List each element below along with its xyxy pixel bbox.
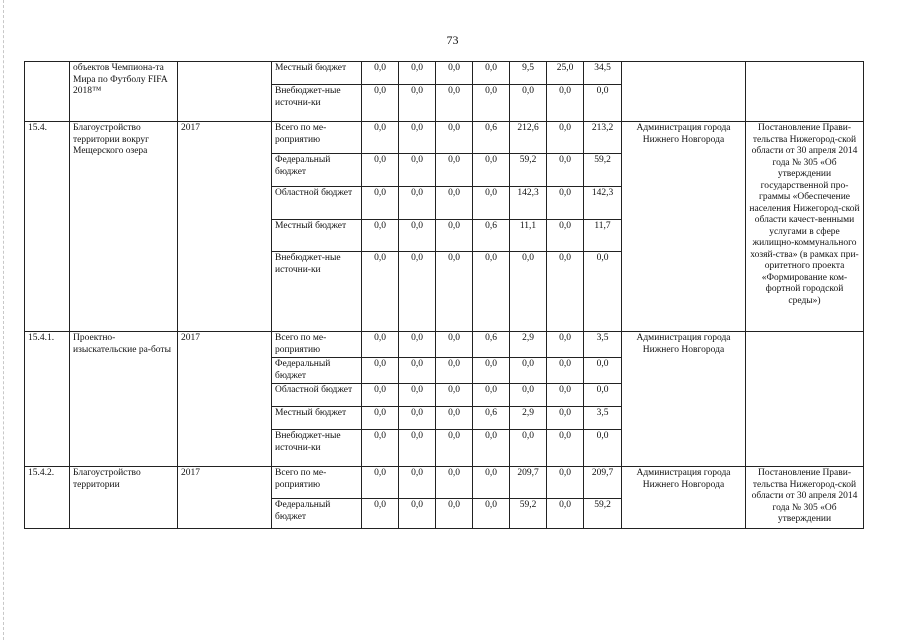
amount-cell: 0,0 bbox=[362, 384, 399, 407]
event-name-cell: объектов Чемпиона-та Мира по Футболу FIFA 2018™ bbox=[70, 62, 178, 122]
funding-source-cell: Областной бюджет bbox=[272, 187, 362, 220]
amount-cell: 0,0 bbox=[547, 430, 584, 467]
amount-cell: 0,0 bbox=[547, 122, 584, 154]
amount-cell: 0,0 bbox=[436, 154, 473, 187]
amount-cell: 0,0 bbox=[399, 407, 436, 430]
amount-cell: 0,0 bbox=[436, 62, 473, 85]
event-name-cell: Благоустройство территории bbox=[70, 467, 178, 529]
row-number-cell: 15.4.1. bbox=[25, 332, 70, 467]
amount-cell: 0,0 bbox=[584, 430, 622, 467]
funding-source-cell: Федеральный бюджет bbox=[272, 358, 362, 384]
funding-source-cell: Федеральный бюджет bbox=[272, 154, 362, 187]
year-cell: 2017 bbox=[178, 467, 272, 529]
amount-cell: 0,0 bbox=[547, 252, 584, 332]
funding-source-cell: Местный бюджет bbox=[272, 220, 362, 252]
amount-cell: 59,2 bbox=[510, 499, 547, 529]
amount-cell: 0,0 bbox=[399, 332, 436, 358]
funding-source-cell: Областной бюджет bbox=[272, 384, 362, 407]
amount-cell: 0,0 bbox=[510, 85, 547, 122]
amount-cell: 3,5 bbox=[584, 407, 622, 430]
event-name-cell: Благоустройство территории вокруг Мещерского озера bbox=[70, 122, 178, 332]
amount-cell: 0,0 bbox=[510, 430, 547, 467]
amount-cell: 0,0 bbox=[436, 85, 473, 122]
amount-cell: 0,6 bbox=[473, 220, 510, 252]
amount-cell: 0,0 bbox=[473, 499, 510, 529]
amount-cell: 0,0 bbox=[547, 467, 584, 499]
amount-cell: 0,0 bbox=[547, 154, 584, 187]
amount-cell: 0,0 bbox=[362, 499, 399, 529]
amount-cell: 0,6 bbox=[473, 332, 510, 358]
amount-cell: 0,0 bbox=[547, 407, 584, 430]
amount-cell: 9,5 bbox=[510, 62, 547, 85]
table-row bbox=[25, 122, 864, 154]
amount-cell: 0,0 bbox=[399, 358, 436, 384]
amount-cell: 0,0 bbox=[362, 154, 399, 187]
amount-cell: 0,0 bbox=[362, 467, 399, 499]
amount-cell: 0,0 bbox=[436, 187, 473, 220]
amount-cell: 0,0 bbox=[362, 407, 399, 430]
amount-cell: 0,0 bbox=[399, 252, 436, 332]
amount-cell: 0,0 bbox=[547, 85, 584, 122]
amount-cell: 59,2 bbox=[584, 499, 622, 529]
amount-cell: 0,0 bbox=[436, 467, 473, 499]
amount-cell: 0,0 bbox=[362, 187, 399, 220]
legal-basis-cell bbox=[746, 62, 864, 122]
year-cell: 2017 bbox=[178, 122, 272, 332]
program-table bbox=[24, 61, 864, 529]
amount-cell: 0,0 bbox=[399, 384, 436, 407]
amount-cell: 0,0 bbox=[436, 407, 473, 430]
amount-cell: 0,0 bbox=[362, 220, 399, 252]
amount-cell: 0,0 bbox=[584, 252, 622, 332]
funding-source-cell: Всего по ме-роприятию bbox=[272, 122, 362, 154]
amount-cell: 142,3 bbox=[510, 187, 547, 220]
amount-cell: 0,0 bbox=[436, 252, 473, 332]
amount-cell: 0,0 bbox=[510, 358, 547, 384]
amount-cell: 0,0 bbox=[436, 122, 473, 154]
amount-cell: 209,7 bbox=[584, 467, 622, 499]
amount-cell: 0,0 bbox=[473, 252, 510, 332]
amount-cell: 34,5 bbox=[584, 62, 622, 85]
amount-cell: 0,0 bbox=[399, 154, 436, 187]
amount-cell: 0,0 bbox=[584, 384, 622, 407]
amount-cell: 0,0 bbox=[510, 384, 547, 407]
amount-cell: 0,0 bbox=[473, 384, 510, 407]
legal-basis-cell bbox=[746, 332, 864, 467]
amount-cell: 0,0 bbox=[436, 220, 473, 252]
amount-cell: 0,0 bbox=[473, 62, 510, 85]
page-number: 73 bbox=[446, 33, 459, 47]
amount-cell: 142,3 bbox=[584, 187, 622, 220]
scan-edge-line bbox=[3, 0, 5, 640]
amount-cell: 59,2 bbox=[584, 154, 622, 187]
funding-source-cell: Всего по ме-роприятию bbox=[272, 467, 362, 499]
executor-cell: Администрация города Нижнего Новгорода bbox=[622, 467, 746, 529]
amount-cell: 2,9 bbox=[510, 407, 547, 430]
amount-cell: 0,0 bbox=[362, 358, 399, 384]
row-number-cell: 15.4. bbox=[25, 122, 70, 332]
amount-cell: 0,0 bbox=[473, 187, 510, 220]
amount-cell: 0,0 bbox=[510, 252, 547, 332]
amount-cell: 0,0 bbox=[584, 85, 622, 122]
amount-cell: 0,0 bbox=[399, 187, 436, 220]
amount-cell: 3,5 bbox=[584, 332, 622, 358]
year-cell: 2017 bbox=[178, 332, 272, 467]
amount-cell: 0,0 bbox=[436, 384, 473, 407]
amount-cell: 59,2 bbox=[510, 154, 547, 187]
executor-cell: Администрация города Нижнего Новгорода bbox=[622, 122, 746, 332]
amount-cell: 0,0 bbox=[399, 220, 436, 252]
funding-source-cell: Внебюджет-ные источни-ки bbox=[272, 85, 362, 122]
amount-cell: 0,0 bbox=[399, 430, 436, 467]
amount-cell: 0,0 bbox=[399, 85, 436, 122]
table-row bbox=[25, 332, 864, 358]
amount-cell: 25,0 bbox=[547, 62, 584, 85]
funding-source-cell: Внебюджет-ные источни-ки bbox=[272, 430, 362, 467]
amount-cell: 0,0 bbox=[362, 430, 399, 467]
table-body bbox=[25, 62, 864, 529]
amount-cell: 11,1 bbox=[510, 220, 547, 252]
amount-cell: 0,0 bbox=[547, 384, 584, 407]
amount-cell: 0,0 bbox=[473, 154, 510, 187]
amount-cell: 0,0 bbox=[473, 358, 510, 384]
executor-cell: Администрация города Нижнего Новгорода bbox=[622, 332, 746, 467]
amount-cell: 0,0 bbox=[547, 358, 584, 384]
amount-cell: 0,0 bbox=[362, 332, 399, 358]
funding-source-cell: Местный бюджет bbox=[272, 407, 362, 430]
amount-cell: 0,0 bbox=[399, 467, 436, 499]
year-cell bbox=[178, 62, 272, 122]
amount-cell: 0,0 bbox=[473, 85, 510, 122]
amount-cell: 0,0 bbox=[436, 499, 473, 529]
amount-cell: 2,9 bbox=[510, 332, 547, 358]
funding-source-cell: Всего по ме-роприятию bbox=[272, 332, 362, 358]
amount-cell: 0,0 bbox=[399, 499, 436, 529]
amount-cell: 0,6 bbox=[473, 122, 510, 154]
amount-cell: 0,0 bbox=[362, 122, 399, 154]
amount-cell: 0,6 bbox=[473, 407, 510, 430]
amount-cell: 0,0 bbox=[362, 85, 399, 122]
legal-basis-cell: Постановление Прави-тельства Нижегород-ской области от 30 апреля 2014 года № 305 «Об утверждении bbox=[746, 467, 864, 529]
amount-cell: 212,6 bbox=[510, 122, 547, 154]
amount-cell: 0,0 bbox=[436, 430, 473, 467]
amount-cell: 0,0 bbox=[436, 358, 473, 384]
amount-cell: 0,0 bbox=[547, 187, 584, 220]
amount-cell: 11,7 bbox=[584, 220, 622, 252]
amount-cell: 0,0 bbox=[362, 252, 399, 332]
amount-cell: 0,0 bbox=[473, 430, 510, 467]
table-row bbox=[25, 467, 864, 499]
event-name-cell: Проектно-изыскательские ра-боты bbox=[70, 332, 178, 467]
funding-source-cell: Местный бюджет bbox=[272, 62, 362, 85]
amount-cell: 0,0 bbox=[473, 467, 510, 499]
row-number-cell bbox=[25, 62, 70, 122]
amount-cell: 0,0 bbox=[547, 499, 584, 529]
legal-basis-cell: Постановление Прави-тельства Нижегород-ской области от 30 апреля 2014 года № 305 «Об утверждении государственной про-граммы «Обеспечение населения Нижегород-ской области качест-венными услугами в сфере жилищно-коммунального хозяй-ства» (в рамках при-оритетного проекта «Формирование ком-фортной городской среды») bbox=[746, 122, 864, 332]
executor-cell bbox=[622, 62, 746, 122]
amount-cell: 0,0 bbox=[399, 122, 436, 154]
amount-cell: 213,2 bbox=[584, 122, 622, 154]
amount-cell: 0,0 bbox=[584, 358, 622, 384]
amount-cell: 209,7 bbox=[510, 467, 547, 499]
amount-cell: 0,0 bbox=[436, 332, 473, 358]
amount-cell: 0,0 bbox=[547, 332, 584, 358]
amount-cell: 0,0 bbox=[362, 62, 399, 85]
amount-cell: 0,0 bbox=[399, 62, 436, 85]
funding-source-cell: Внебюджет-ные источни-ки bbox=[272, 252, 362, 332]
amount-cell: 0,0 bbox=[547, 220, 584, 252]
row-number-cell: 15.4.2. bbox=[25, 467, 70, 529]
funding-source-cell: Федеральный бюджет bbox=[272, 499, 362, 529]
table-row bbox=[25, 62, 864, 85]
